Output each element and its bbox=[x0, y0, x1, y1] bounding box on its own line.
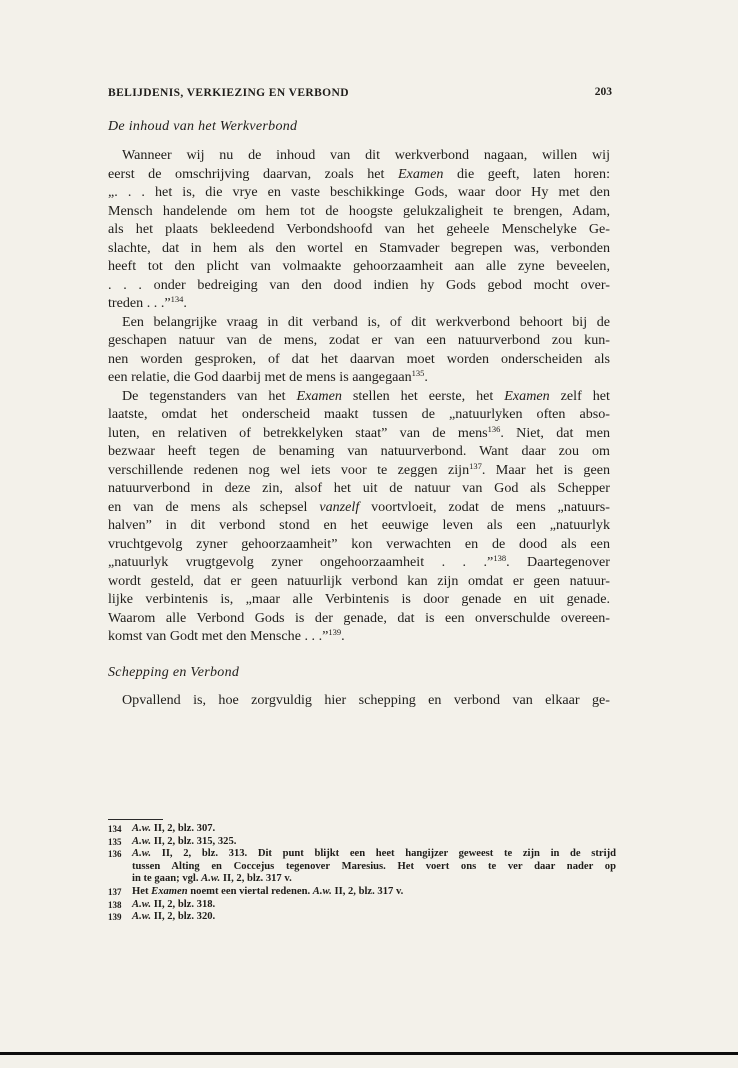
text-line: Waarom alle Verbond Gods is der genade, dat is een onverschulde overeen- bbox=[108, 609, 610, 626]
text-line: en van de mens als schepsel vanzelf voortvloeit, zodat de mens „natuurs- bbox=[108, 498, 610, 515]
text-line: „. . . het is, die vrye en vaste beschikkinge Gods, waar door Hy met den bbox=[108, 184, 610, 200]
text-line: heeft tot den plicht van volmaakte gehoorzaamheit aan alle zyne beveelen, bbox=[108, 258, 610, 274]
text-line: Opvallend is, hoe zorgvuldig hier schepping en verbond van elkaar ge- bbox=[122, 692, 610, 708]
footnote-divider bbox=[108, 819, 163, 820]
text-line: „natuurlyk vrugtgevolg zyner ongehoorzaamheit . . .”$^{138}$. Daartegenover bbox=[108, 553, 610, 570]
footnote: 138 A.w. II, 2, blz. 318. bbox=[108, 898, 216, 910]
footnote-number: 138 bbox=[108, 899, 122, 910]
footnote: 134 A.w. II, 2, blz. 307. bbox=[108, 823, 216, 834]
footnote-number: 139 bbox=[108, 912, 122, 923]
section-body-werkverbond bbox=[108, 146, 610, 646]
text-line: vruchtgevolg zyner gehoorzaamheit” kon verwachten en de dood als een bbox=[108, 535, 610, 552]
footnote-number: 135 bbox=[108, 836, 122, 847]
footnote-ref: 134 bbox=[170, 294, 184, 304]
scan-bottom-edge bbox=[0, 1052, 738, 1055]
text-line: bezwaar heeft tegen de benaming van natuurverbond. Want daar zou om bbox=[108, 443, 610, 459]
footnote: 135 A.w. II, 2, blz. 315, 325. bbox=[108, 835, 237, 847]
text-line: treden . . .”$^{134}$. bbox=[108, 294, 187, 311]
text-line: een relatie, die God daarbij met de mens is aangegaan$^{135}$. bbox=[108, 368, 428, 385]
footnote-number: 137 bbox=[108, 886, 122, 897]
text-line: luten, en relativen of betrekkelyken staat” van de mens$^{136}$. Niet, dat men bbox=[108, 423, 610, 441]
text-line: Wanneer wij nu de inhoud van dit werkverbond nagaan, willen wij bbox=[122, 147, 610, 163]
text-line: nen worden gesproken, of dat het daarvan moet worden onderscheiden als bbox=[108, 350, 610, 367]
text-line: laatste, omdat het onderscheid maakt tussen de „natuurlyken often abso- bbox=[108, 406, 610, 422]
text-line: halven” in dit verbond stond en het eeuwige leven als een „natuurlyk bbox=[108, 517, 610, 533]
text-line: komst van Godt met den Mensche . . .”$^{139}$. bbox=[108, 627, 345, 644]
text-line: De tegenstanders van het Examen stellen het eerste, het Examen zelf het bbox=[122, 387, 610, 404]
text-line: als het plaats bekleedend Verbondshoofd van het geheele Menschelyke Ge- bbox=[108, 221, 610, 237]
footnote: 137 Het Examen noemt een viertal redenen. A.w. II, 2, blz. 317 v. bbox=[108, 885, 404, 897]
text-line: Een belangrijke vraag in dit verband is, of dit werkverbond behoort bij de bbox=[122, 313, 610, 330]
footnote-number: 136 bbox=[108, 849, 122, 860]
footnote: 136 A.w. II, 2, blz. 313. Dit punt blijkt een heet hangijzer geweest te zijn in de strijd tussen Alting en Coccejus tegenover Maresius. Het voert ons te ver daar nader op in te gaan; vgl. A.w. II, 2, blz. 317 v. bbox=[108, 848, 616, 885]
section-body-schepping bbox=[108, 691, 610, 710]
footnote-ref: 136 bbox=[487, 423, 501, 434]
text-line: wordt gesteld, dat er geen natuurlijk verbond kan zijn omdat er geen natuur- bbox=[108, 572, 610, 589]
footnotes bbox=[108, 823, 616, 924]
text-line: . . . onder bedreiging van den dood indien hy Gods gebod mocht over- bbox=[108, 276, 610, 293]
text-line: Mensch handelende om hem tot de hoogste gelukzaligheit te brengen, Adam, bbox=[108, 202, 610, 219]
footnote-ref: 137 bbox=[469, 460, 482, 471]
text-line: slachte, dat in hem als den wortel en Stamvader begrepen was, verbonden bbox=[108, 239, 610, 256]
footnote-ref: 138 bbox=[493, 553, 507, 563]
text-line: geschapen natuur van de mens, zodat er van een natuurverbond zou kun- bbox=[108, 332, 610, 348]
text-line: lijke verbintenis is, „maar alle Verbintenis is door genade en uit genade. bbox=[108, 591, 610, 607]
text-line: natuurverbond in deze zin, alsof het uit de natuur van God als Schepper bbox=[108, 480, 610, 496]
footnote-ref: 135 bbox=[411, 368, 425, 378]
page-number: 203 bbox=[594, 86, 612, 98]
footnote: 139 A.w. II, 2, blz. 320. bbox=[108, 911, 216, 923]
text-line: verschillende redenen nog wel iets voor te zeggen zijn$^{137}$. Maar het is geen bbox=[108, 460, 610, 478]
section-heading-schepping: Schepping en Verbond bbox=[108, 665, 240, 680]
section-heading-werkverbond: De inhoud van het Werkverbond bbox=[108, 119, 298, 134]
footnote-number: 134 bbox=[108, 824, 122, 834]
running-header: BELIJDENIS, VERKIEZING EN VERBOND bbox=[108, 87, 349, 99]
text-line: eerst de omschrijving daarvan, zoals het Examen die geeft, laten horen: bbox=[108, 165, 611, 182]
footnote-ref: 139 bbox=[328, 627, 342, 637]
